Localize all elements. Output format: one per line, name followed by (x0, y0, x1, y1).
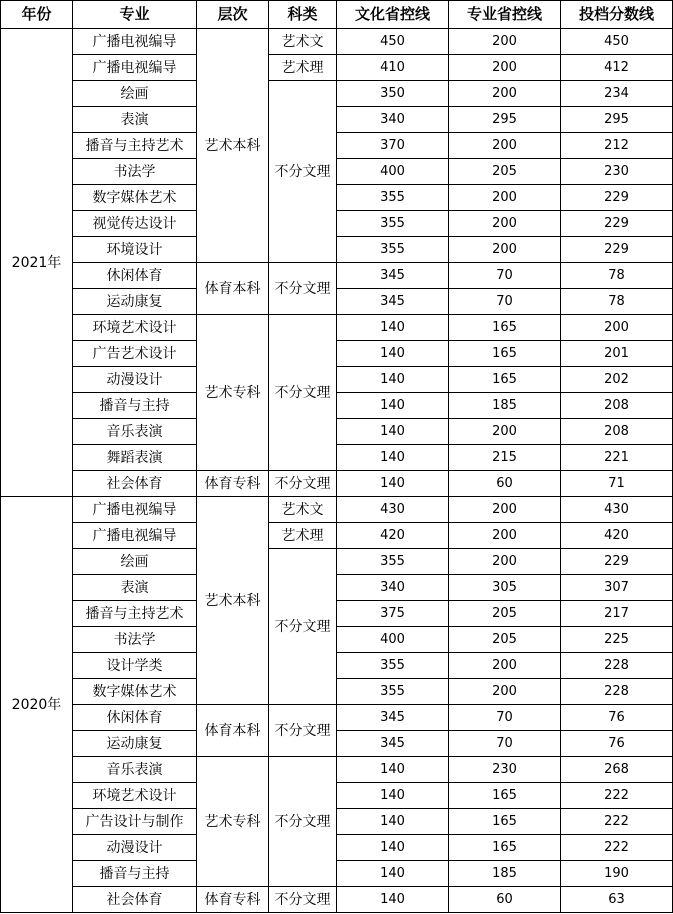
culture-line-cell: 140 (337, 341, 449, 367)
level-cell: 艺术本科 (197, 29, 269, 263)
table-row (1, 575, 673, 601)
culture-line-cell: 355 (337, 679, 449, 705)
cutoff-score-cell: 229 (561, 211, 673, 237)
table-row (1, 601, 673, 627)
table-row (1, 419, 673, 445)
table-row (1, 861, 673, 887)
level-cell: 艺术专科 (197, 315, 269, 471)
table-row (1, 367, 673, 393)
major-cell: 设计学类 (73, 653, 197, 679)
culture-line-cell: 355 (337, 211, 449, 237)
culture-line-cell: 375 (337, 601, 449, 627)
major-cell: 社会体育 (73, 471, 197, 497)
table-header (1, 1, 673, 29)
table-row (1, 731, 673, 757)
culture-line-cell: 140 (337, 471, 449, 497)
table-row (1, 627, 673, 653)
specialty-line-cell: 230 (449, 757, 561, 783)
table-row (1, 757, 673, 783)
header-culture-line: 文化省控线 (337, 1, 449, 29)
major-cell: 舞蹈表演 (73, 445, 197, 471)
cutoff-score-cell: 78 (561, 289, 673, 315)
header-major: 专业 (73, 1, 197, 29)
table-row (1, 81, 673, 107)
table-row (1, 133, 673, 159)
major-cell: 音乐表演 (73, 419, 197, 445)
table-row (1, 679, 673, 705)
major-cell: 广播电视编导 (73, 55, 197, 81)
cutoff-score-cell: 412 (561, 55, 673, 81)
cutoff-score-cell: 76 (561, 705, 673, 731)
specialty-line-cell: 165 (449, 341, 561, 367)
specialty-line-cell: 205 (449, 159, 561, 185)
header-category: 科类 (269, 1, 337, 29)
header-row (1, 1, 673, 29)
table-row (1, 783, 673, 809)
table-row (1, 809, 673, 835)
culture-line-cell: 140 (337, 315, 449, 341)
level-cell: 艺术专科 (197, 757, 269, 887)
table-row (1, 835, 673, 861)
cutoff-score-cell: 76 (561, 731, 673, 757)
table-row (1, 315, 673, 341)
specialty-line-cell: 200 (449, 419, 561, 445)
level-cell: 体育专科 (197, 887, 269, 913)
major-cell: 音乐表演 (73, 757, 197, 783)
major-cell: 绘画 (73, 549, 197, 575)
cutoff-score-cell: 229 (561, 549, 673, 575)
table-row (1, 653, 673, 679)
culture-line-cell: 140 (337, 757, 449, 783)
header-specialty-line: 专业省控线 (449, 1, 561, 29)
major-cell: 动漫设计 (73, 835, 197, 861)
major-cell: 广播电视编导 (73, 497, 197, 523)
cutoff-score-cell: 230 (561, 159, 673, 185)
cutoff-score-cell: 63 (561, 887, 673, 913)
specialty-line-cell: 200 (449, 237, 561, 263)
specialty-line-cell: 200 (449, 81, 561, 107)
major-cell: 环境艺术设计 (73, 783, 197, 809)
culture-line-cell: 140 (337, 393, 449, 419)
level-cell: 艺术本科 (197, 497, 269, 705)
specialty-line-cell: 165 (449, 809, 561, 835)
culture-line-cell: 400 (337, 627, 449, 653)
major-cell: 播音与主持 (73, 861, 197, 887)
specialty-line-cell: 200 (449, 133, 561, 159)
culture-line-cell: 410 (337, 55, 449, 81)
specialty-line-cell: 215 (449, 445, 561, 471)
major-cell: 广告设计与制作 (73, 809, 197, 835)
culture-line-cell: 370 (337, 133, 449, 159)
major-cell: 绘画 (73, 81, 197, 107)
major-cell: 书法学 (73, 627, 197, 653)
table-row (1, 471, 673, 497)
culture-line-cell: 140 (337, 367, 449, 393)
culture-line-cell: 345 (337, 731, 449, 757)
cutoff-score-cell: 420 (561, 523, 673, 549)
major-cell: 播音与主持艺术 (73, 601, 197, 627)
cutoff-score-cell: 430 (561, 497, 673, 523)
specialty-line-cell: 185 (449, 393, 561, 419)
cutoff-score-cell: 71 (561, 471, 673, 497)
specialty-line-cell: 205 (449, 627, 561, 653)
category-cell: 不分文理 (269, 705, 337, 757)
cutoff-score-cell: 201 (561, 341, 673, 367)
culture-line-cell: 350 (337, 81, 449, 107)
specialty-line-cell: 200 (449, 185, 561, 211)
level-cell: 体育专科 (197, 471, 269, 497)
table-row (1, 185, 673, 211)
specialty-line-cell: 70 (449, 705, 561, 731)
culture-line-cell: 355 (337, 549, 449, 575)
cutoff-score-cell: 450 (561, 29, 673, 55)
table-row (1, 887, 673, 913)
cutoff-score-cell: 222 (561, 783, 673, 809)
table-row (1, 497, 673, 523)
table-row (1, 159, 673, 185)
category-cell: 不分文理 (269, 315, 337, 471)
major-cell: 运动康复 (73, 731, 197, 757)
cutoff-score-cell: 307 (561, 575, 673, 601)
culture-line-cell: 355 (337, 653, 449, 679)
culture-line-cell: 140 (337, 445, 449, 471)
specialty-line-cell: 205 (449, 601, 561, 627)
cutoff-score-cell: 225 (561, 627, 673, 653)
specialty-line-cell: 200 (449, 497, 561, 523)
level-cell: 体育本科 (197, 263, 269, 315)
cutoff-score-cell: 229 (561, 237, 673, 263)
culture-line-cell: 140 (337, 809, 449, 835)
cutoff-score-cell: 200 (561, 315, 673, 341)
cutoff-score-cell: 268 (561, 757, 673, 783)
specialty-line-cell: 60 (449, 471, 561, 497)
culture-line-cell: 340 (337, 107, 449, 133)
culture-line-cell: 345 (337, 289, 449, 315)
culture-line-cell: 400 (337, 159, 449, 185)
category-cell: 不分文理 (269, 81, 337, 263)
major-cell: 动漫设计 (73, 367, 197, 393)
table-row (1, 393, 673, 419)
table-row (1, 211, 673, 237)
table-row (1, 549, 673, 575)
specialty-line-cell: 200 (449, 679, 561, 705)
table-row (1, 341, 673, 367)
cutoff-score-cell: 78 (561, 263, 673, 289)
specialty-line-cell: 165 (449, 315, 561, 341)
specialty-line-cell: 295 (449, 107, 561, 133)
major-cell: 表演 (73, 575, 197, 601)
specialty-line-cell: 200 (449, 549, 561, 575)
category-cell: 艺术文 (269, 497, 337, 523)
specialty-line-cell: 165 (449, 783, 561, 809)
major-cell: 运动康复 (73, 289, 197, 315)
table-row (1, 107, 673, 133)
cutoff-score-cell: 222 (561, 809, 673, 835)
table-body (1, 29, 673, 913)
category-cell: 不分文理 (269, 471, 337, 497)
year-cell: 2020年 (1, 497, 73, 913)
cutoff-score-cell: 202 (561, 367, 673, 393)
major-cell: 休闲体育 (73, 263, 197, 289)
culture-line-cell: 355 (337, 237, 449, 263)
category-cell: 艺术理 (269, 55, 337, 81)
category-cell: 不分文理 (269, 887, 337, 913)
cutoff-score-cell: 212 (561, 133, 673, 159)
major-cell: 表演 (73, 107, 197, 133)
specialty-line-cell: 200 (449, 523, 561, 549)
culture-line-cell: 345 (337, 705, 449, 731)
header-year: 年份 (1, 1, 73, 29)
culture-line-cell: 140 (337, 835, 449, 861)
culture-line-cell: 450 (337, 29, 449, 55)
major-cell: 环境艺术设计 (73, 315, 197, 341)
cutoff-score-cell: 222 (561, 835, 673, 861)
culture-line-cell: 140 (337, 861, 449, 887)
cutoff-score-cell: 234 (561, 81, 673, 107)
major-cell: 数字媒体艺术 (73, 679, 197, 705)
culture-line-cell: 140 (337, 783, 449, 809)
major-cell: 数字媒体艺术 (73, 185, 197, 211)
culture-line-cell: 355 (337, 185, 449, 211)
header-cutoff-score: 投档分数线 (561, 1, 673, 29)
table-row (1, 237, 673, 263)
major-cell: 播音与主持艺术 (73, 133, 197, 159)
cutoff-score-cell: 295 (561, 107, 673, 133)
year-cell: 2021年 (1, 29, 73, 497)
cutoff-score-cell: 228 (561, 679, 673, 705)
culture-line-cell: 345 (337, 263, 449, 289)
category-cell: 艺术理 (269, 523, 337, 549)
culture-line-cell: 430 (337, 497, 449, 523)
category-cell: 不分文理 (269, 263, 337, 315)
specialty-line-cell: 165 (449, 367, 561, 393)
specialty-line-cell: 70 (449, 731, 561, 757)
major-cell: 播音与主持 (73, 393, 197, 419)
major-cell: 书法学 (73, 159, 197, 185)
major-cell: 社会体育 (73, 887, 197, 913)
specialty-line-cell: 200 (449, 211, 561, 237)
cutoff-score-cell: 217 (561, 601, 673, 627)
cutoff-score-cell: 208 (561, 393, 673, 419)
specialty-line-cell: 200 (449, 653, 561, 679)
cutoff-score-cell: 208 (561, 419, 673, 445)
cutoff-score-cell: 190 (561, 861, 673, 887)
specialty-line-cell: 60 (449, 887, 561, 913)
table-row (1, 263, 673, 289)
culture-line-cell: 340 (337, 575, 449, 601)
table-row (1, 289, 673, 315)
cutoff-score-cell: 221 (561, 445, 673, 471)
level-cell: 体育本科 (197, 705, 269, 757)
table-row (1, 55, 673, 81)
major-cell: 视觉传达设计 (73, 211, 197, 237)
specialty-line-cell: 305 (449, 575, 561, 601)
specialty-line-cell: 185 (449, 861, 561, 887)
cutoff-score-cell: 228 (561, 653, 673, 679)
category-cell: 艺术文 (269, 29, 337, 55)
specialty-line-cell: 200 (449, 29, 561, 55)
culture-line-cell: 140 (337, 419, 449, 445)
category-cell: 不分文理 (269, 549, 337, 705)
header-level: 层次 (197, 1, 269, 29)
table-row (1, 705, 673, 731)
specialty-line-cell: 165 (449, 835, 561, 861)
specialty-line-cell: 200 (449, 55, 561, 81)
table-row (1, 29, 673, 55)
cutoff-score-cell: 229 (561, 185, 673, 211)
table-row (1, 445, 673, 471)
culture-line-cell: 140 (337, 887, 449, 913)
specialty-line-cell: 70 (449, 289, 561, 315)
category-cell: 不分文理 (269, 757, 337, 887)
major-cell: 广告艺术设计 (73, 341, 197, 367)
major-cell: 环境设计 (73, 237, 197, 263)
major-cell: 广播电视编导 (73, 523, 197, 549)
specialty-line-cell: 70 (449, 263, 561, 289)
culture-line-cell: 420 (337, 523, 449, 549)
major-cell: 广播电视编导 (73, 29, 197, 55)
table-row (1, 523, 673, 549)
major-cell: 休闲体育 (73, 705, 197, 731)
